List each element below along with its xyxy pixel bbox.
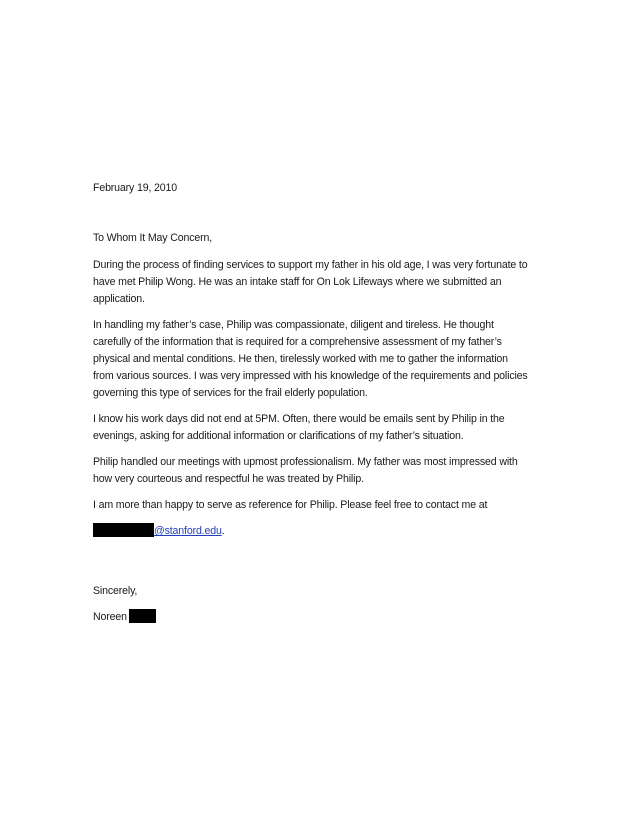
paragraph-intro: During the process of finding services to support my father in his old age, I was very fortunate to have met Philip Wong. He was an intake staff for On Lok Lifeways where we submitted an application. — [93, 259, 528, 305]
letter-body — [93, 180, 553, 626]
contact-email-link[interactable]: @stanford.edu — [154, 525, 222, 537]
redacted-email-username — [93, 523, 154, 537]
redacted-surname — [129, 609, 156, 623]
paragraph-case-handling: In handling my father’s case, Philip was compassionate, diligent and tireless. He thought carefully of the information that is required for a comprehensive assessment of my father’s physical and mental conditions. He then, tirelessly worked with me to gather the information from various sources. I was very impressed with his knowledge of the requirements and policies governing this type of services for the frail elderly population. — [93, 319, 528, 399]
salutation: To Whom It May Concern, — [93, 232, 213, 244]
paragraph-reference-offer: I am more than happy to serve as reference for Philip. Please feel free to contact me at — [93, 499, 488, 511]
signature-name: Noreen — [93, 611, 127, 623]
signature-line — [93, 609, 553, 626]
paragraph-professionalism: Philip handled our meetings with upmost professionalism. My father was most impressed with how very courteous and respectful he was treated by Philip. — [93, 456, 518, 485]
letter-date: February 19, 2010 — [93, 182, 178, 194]
contact-email-line — [93, 523, 553, 540]
closing: Sincerely, — [93, 585, 138, 597]
paragraph-work-hours: I know his work days did not end at 5PM. Often, there would be emails sent by Philip in the evenings, asking for additional information or clarifications of my father’s situation. — [93, 413, 505, 442]
email-period: . — [221, 525, 225, 537]
